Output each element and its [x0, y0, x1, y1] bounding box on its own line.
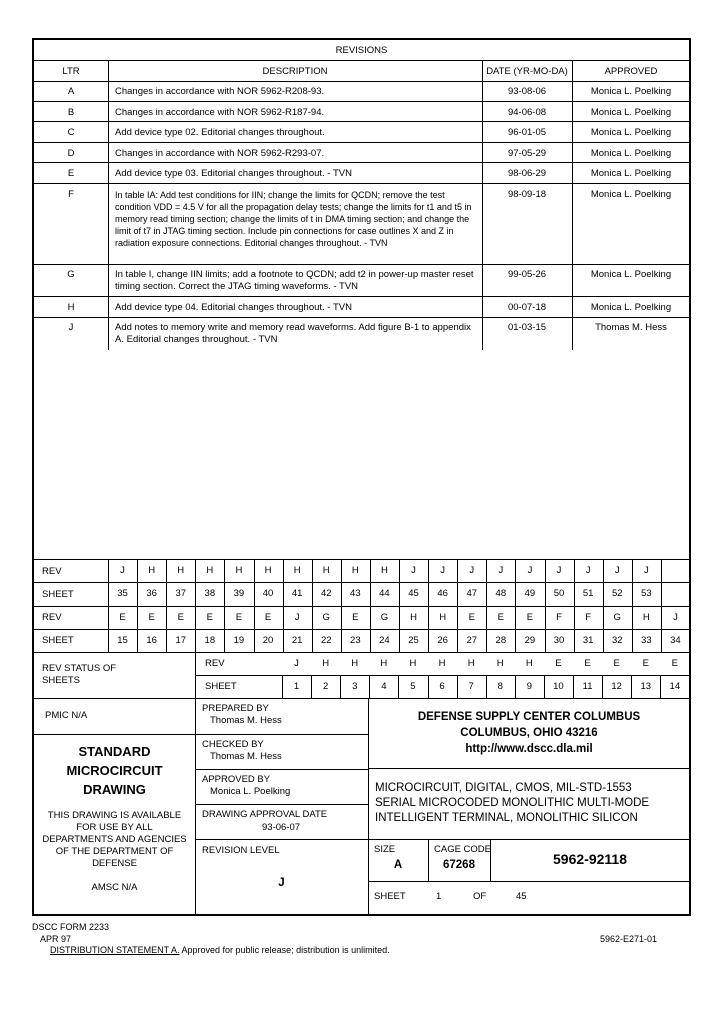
- status-sheet-cell: 13: [640, 681, 652, 692]
- rev-status-label: REV STATUS OF SHEETS: [42, 663, 117, 686]
- distribution-text: Approved for public release; distribution is unlimited.: [179, 945, 390, 955]
- grid-sheet-cell: 18: [204, 635, 216, 646]
- availability-statement: THIS DRAWING IS AVAILABLE FOR USE BY ALL DEPARTMENTS AND AGENCIES OF THE DEPARTMENT OF DEFENSE: [42, 810, 187, 869]
- rev-ltr: H: [67, 302, 75, 313]
- status-sheet-cell: 1: [293, 681, 300, 692]
- rule: [34, 264, 690, 265]
- rule: [195, 839, 368, 840]
- grid-rev-cell: J: [294, 612, 300, 623]
- grid-rev-cell: H: [177, 565, 185, 576]
- grid-rev-cell: H: [148, 565, 156, 576]
- rule: [195, 734, 368, 735]
- grid-sheet-cell: 35: [117, 588, 128, 599]
- rev-ltr: C: [67, 127, 75, 138]
- distribution-statement: [50, 945, 390, 956]
- rev-ltr: D: [67, 148, 75, 159]
- rev-date: 99-05-26: [507, 269, 547, 280]
- grid-rev-cell: J: [120, 565, 125, 576]
- sheet-total: 45: [516, 891, 527, 902]
- rule: [34, 121, 690, 122]
- grid-sheet-cell: 52: [611, 588, 623, 599]
- grid-rev-cell: E: [352, 612, 359, 623]
- rev-description: Add device type 03. Editorial changes throughout. - TVN: [115, 168, 352, 179]
- grid-sheet-cell: 44: [379, 588, 390, 599]
- rule: [34, 60, 690, 61]
- size-value: A: [393, 859, 403, 871]
- grid-rev-cell: H: [322, 565, 330, 576]
- grid-rev-cell: H: [410, 612, 417, 623]
- header-approved: APPROVED: [604, 66, 658, 77]
- status-rev-cell: H: [467, 658, 475, 669]
- rev-date: 94-06-08: [507, 107, 547, 118]
- grid-sheet-cell: 33: [641, 635, 652, 646]
- prepared-by-label: PREPARED BY: [202, 703, 269, 714]
- grid-rev-cell: H: [235, 565, 243, 576]
- rev-date: 97-05-29: [507, 148, 547, 159]
- grid-sheet-label: SHEET: [42, 589, 74, 600]
- rule: [195, 769, 368, 770]
- rev-ltr: B: [67, 107, 75, 118]
- cage-code: 67268: [443, 859, 475, 871]
- approval-date: 93-06-07: [262, 822, 301, 833]
- grid-rev-cell: J: [411, 565, 416, 576]
- grid-sheet-cell: 28: [495, 635, 507, 646]
- drawing-title-line3: INTELLIGENT TERMINAL, MONOLITHIC SILICON: [375, 812, 638, 824]
- rev-approved: Monica L. Poelking: [590, 86, 672, 97]
- form-number: DSCC FORM 2233: [32, 922, 110, 932]
- rule: [34, 698, 690, 699]
- grid-sheet-cell: 45: [408, 588, 419, 599]
- checked-by-label: CHECKED BY: [202, 739, 264, 750]
- grid-sheet-cell: [661, 582, 690, 605]
- rev-description: In table IA: Add test conditions for IIN; change the limits for QCDN; remove the test condition VDD = 4.5 V for all the propagation delay tests; change the limits for t1 and t5 in memory read timing section; change the limits of t in DMA timing section; and change the limit of t7 in JTAG timing section. Include pin connections for case outlines X and Z in radiation exposure connections. Editorial changes throughout. - TVN: [115, 190, 472, 248]
- grid-sheet-label: SHEET: [42, 635, 74, 646]
- cage-code-label: CAGE CODE: [434, 844, 492, 855]
- rule: [34, 734, 195, 735]
- rev-description: Changes in accordance with NOR 5962-R187-94.: [115, 107, 325, 118]
- grid-rev-cell: H: [642, 612, 650, 623]
- grid-sheet-cell: 21: [291, 635, 303, 646]
- status-sheet-cell: 9: [526, 681, 532, 692]
- header-description: DESCRIPTION: [262, 66, 328, 77]
- grid-rev-cell: E: [177, 612, 184, 623]
- grid-rev-cell: J: [527, 565, 533, 576]
- rev-description: In table I, change IIN limits; add a footnote to QCDN; add t2 in power-up master reset timing section. Correct the JTAG timing waveforms. - TVN: [115, 269, 474, 292]
- drawing-title-line1: MICROCIRCUIT, DIGITAL, CMOS, MIL-STD-1553: [375, 782, 632, 794]
- grid-sheet-cell: 53: [641, 588, 652, 599]
- status-rev-cell: E: [613, 658, 620, 669]
- grid-rev-cell: H: [293, 565, 301, 576]
- grid-rev-cell: J: [585, 565, 591, 576]
- rev-ltr: G: [67, 269, 75, 280]
- approved-by-label: APPROVED BY: [202, 774, 271, 785]
- rev-date: 98-06-29: [507, 168, 547, 179]
- grid-rev-cell: E: [206, 612, 214, 623]
- status-rev-cell: E: [642, 658, 649, 669]
- size-label: SIZE: [374, 844, 396, 855]
- grid-rev-cell: E: [148, 612, 155, 623]
- rule: [195, 804, 368, 805]
- grid-sheet-cell: 37: [175, 588, 187, 599]
- grid-rev-cell: H: [206, 565, 214, 576]
- approval-date-label: DRAWING APPROVAL DATE: [202, 809, 328, 820]
- rev-status-rev-label: REV: [205, 658, 225, 669]
- grid-rev-label: REV: [42, 612, 62, 623]
- grid-sheet-cell: 39: [233, 588, 245, 599]
- grid-sheet-cell: 48: [495, 588, 507, 599]
- grid-sheet-cell: 25: [408, 635, 419, 646]
- grid-rev-cell: J: [498, 565, 504, 576]
- grid-rev-cell: E: [468, 612, 475, 623]
- status-rev-cell: J: [294, 658, 299, 669]
- rule: [368, 768, 690, 769]
- grid-sheet-cell: 31: [582, 635, 594, 646]
- rev-description: Changes in accordance with NOR 5962-R208-93.: [115, 86, 325, 97]
- status-sheet-cell: 14: [669, 681, 681, 692]
- grid-rev-cell: J: [643, 565, 649, 576]
- grid-rev-cell: J: [614, 565, 620, 576]
- grid-rev-cell: J: [440, 565, 446, 576]
- doc-code: 5962-E271-01: [600, 934, 658, 944]
- rev-approved: Thomas M. Hess: [595, 322, 667, 333]
- grid-sheet-cell: 43: [350, 588, 361, 599]
- rev-ltr: E: [67, 168, 75, 179]
- distribution-label: DISTRIBUTION STATEMENT A.: [50, 945, 180, 955]
- checked-by: Thomas M. Hess: [210, 751, 282, 762]
- of-label: OF: [473, 891, 487, 902]
- revision-level-label: REVISION LEVEL: [202, 845, 280, 856]
- rev-approved: Monica L. Poelking: [590, 168, 672, 179]
- header-date: DATE (YR-MO-DA): [486, 66, 568, 77]
- grid-rev-cell: F: [585, 612, 592, 623]
- status-sheet-cell: 5: [410, 681, 416, 692]
- status-rev-cell: H: [409, 658, 417, 669]
- grid-sheet-cell: 27: [466, 635, 478, 646]
- rev-approved: Monica L. Poelking: [590, 189, 672, 200]
- rev-approved: Monica L. Poelking: [590, 302, 672, 313]
- sheet-number: 1: [436, 891, 442, 902]
- sheet-label: SHEET: [374, 891, 406, 902]
- rev-ltr: J: [68, 322, 74, 333]
- grid-sheet-cell: 23: [350, 635, 361, 646]
- status-rev-cell: H: [322, 658, 330, 669]
- grid-rev-cell: J: [556, 565, 562, 576]
- grid-rev-cell: G: [380, 612, 389, 623]
- grid-rev-cell: H: [439, 612, 447, 623]
- rule: [368, 881, 690, 882]
- form-date: APR 97: [40, 934, 72, 944]
- rule: [34, 81, 690, 82]
- grid-sheet-cell: 34: [670, 635, 681, 646]
- grid-rev-cell: [661, 559, 690, 582]
- grid-rev-cell: F: [556, 612, 562, 623]
- grid-rev-cell: E: [526, 612, 534, 623]
- grid-sheet-cell: 36: [146, 588, 157, 599]
- status-rev-cell: E: [555, 658, 562, 669]
- header-ltr: LTR: [62, 66, 80, 77]
- approved-by: Monica L. Poelking: [210, 786, 291, 797]
- grid-sheet-cell: 49: [524, 588, 536, 599]
- drawing-number: 5962-92118: [553, 851, 627, 867]
- revision-level: J: [278, 877, 285, 889]
- rule: [34, 142, 690, 143]
- grid-sheet-cell: 38: [204, 588, 216, 599]
- drawing-title-line2: SERIAL MICROCODED MONOLITHIC MULTI-MODE: [375, 797, 650, 809]
- grid-rev-cell: H: [264, 565, 272, 576]
- rev-status-sheet-label: SHEET: [205, 681, 237, 692]
- grid-rev-cell: J: [673, 612, 678, 623]
- revisions-title: REVISIONS: [335, 45, 388, 56]
- prepared-by: Thomas M. Hess: [210, 715, 282, 726]
- grid-sheet-cell: 46: [437, 588, 448, 599]
- grid-sheet-cell: 20: [262, 635, 274, 646]
- rev-approved: Monica L. Poelking: [590, 269, 672, 280]
- rule: [34, 296, 690, 297]
- status-sheet-cell: 11: [582, 681, 593, 692]
- rev-description: Add notes to memory write and memory read waveforms. Add figure B-1 to appendix A. Editorial changes throughout. - TVN: [115, 322, 471, 345]
- grid-rev-cell: E: [119, 612, 126, 623]
- grid-rev-cell: E: [497, 612, 505, 623]
- agency-name: DEFENSE SUPPLY CENTER COLUMBUS: [417, 711, 641, 723]
- grid-rev-cell: G: [322, 612, 330, 623]
- grid-rev-label: REV: [42, 566, 62, 577]
- status-rev-cell: H: [438, 658, 446, 669]
- grid-sheet-cell: 17: [175, 635, 187, 646]
- rev-approved: Monica L. Poelking: [590, 107, 672, 118]
- status-sheet-cell: 6: [439, 681, 445, 692]
- rule: [34, 183, 690, 184]
- status-rev-cell: H: [496, 658, 504, 669]
- grid-sheet-cell: 41: [291, 588, 303, 599]
- grid-sheet-cell: 16: [146, 635, 157, 646]
- status-sheet-cell: 10: [553, 681, 564, 692]
- grid-sheet-cell: 22: [320, 635, 332, 646]
- grid-rev-cell: H: [381, 565, 388, 576]
- rule: [34, 162, 690, 163]
- grid-rev-cell: J: [469, 565, 475, 576]
- agency-url: http://www.dscc.dla.mil: [465, 743, 593, 755]
- grid-rev-cell: E: [235, 612, 243, 623]
- rev-date: 96-01-05: [507, 127, 547, 138]
- rev-date: 93-08-06: [507, 86, 547, 97]
- grid-rev-cell: E: [264, 612, 272, 623]
- grid-rev-cell: G: [613, 612, 621, 623]
- grid-sheet-cell: 47: [466, 588, 478, 599]
- grid-sheet-cell: 40: [262, 588, 274, 599]
- rev-description: Changes in accordance with NOR 5962-R293-07.: [115, 148, 325, 159]
- amsc: AMSC N/A: [91, 882, 138, 893]
- grid-sheet-cell: 26: [437, 635, 448, 646]
- status-rev-cell: E: [584, 658, 591, 669]
- grid-sheet-cell: 30: [553, 635, 565, 646]
- status-sheet-cell: 7: [468, 681, 474, 692]
- rule: [34, 101, 690, 102]
- agency-address: COLUMBUS, OHIO 43216: [460, 727, 598, 739]
- rule: [368, 839, 690, 840]
- rev-description: Add device type 04. Editorial changes throughout. - TVN: [115, 302, 352, 313]
- rev-date: 98-09-18: [507, 189, 547, 200]
- grid-sheet-cell: 15: [117, 635, 128, 646]
- status-sheet-cell: 4: [381, 681, 387, 692]
- rev-date: 00-07-18: [507, 302, 547, 313]
- grid-rev-cell: H: [351, 565, 359, 576]
- rev-description: Add device type 02. Editorial changes throughout.: [115, 127, 325, 138]
- grid-sheet-cell: 42: [320, 588, 332, 599]
- pmic: PMIC N/A: [45, 710, 88, 721]
- standard-drawing-title: STANDARD MICROCIRCUIT DRAWING: [66, 744, 163, 797]
- status-rev-cell: E: [671, 658, 679, 669]
- status-sheet-cell: 3: [352, 681, 358, 692]
- grid-sheet-cell: 32: [611, 635, 623, 646]
- grid-sheet-cell: 50: [553, 588, 565, 599]
- status-rev-cell: H: [351, 658, 359, 669]
- status-sheet-cell: 2: [322, 681, 329, 692]
- grid-sheet-cell: 24: [379, 635, 390, 646]
- rev-date: 01-03-15: [507, 322, 547, 333]
- rule: [34, 317, 690, 318]
- status-sheet-cell: 12: [611, 681, 622, 692]
- rev-approved: Monica L. Poelking: [590, 127, 672, 138]
- grid-sheet-cell: 51: [582, 588, 594, 599]
- grid-sheet-cell: 29: [524, 635, 536, 646]
- status-rev-cell: H: [380, 658, 388, 669]
- status-rev-cell: H: [525, 658, 533, 669]
- rev-ltr: A: [67, 86, 75, 97]
- rev-ltr: F: [68, 189, 74, 200]
- rev-approved: Monica L. Poelking: [590, 148, 672, 159]
- status-sheet-cell: 8: [497, 681, 503, 692]
- grid-sheet-cell: 19: [233, 635, 245, 646]
- rule: [108, 60, 109, 350]
